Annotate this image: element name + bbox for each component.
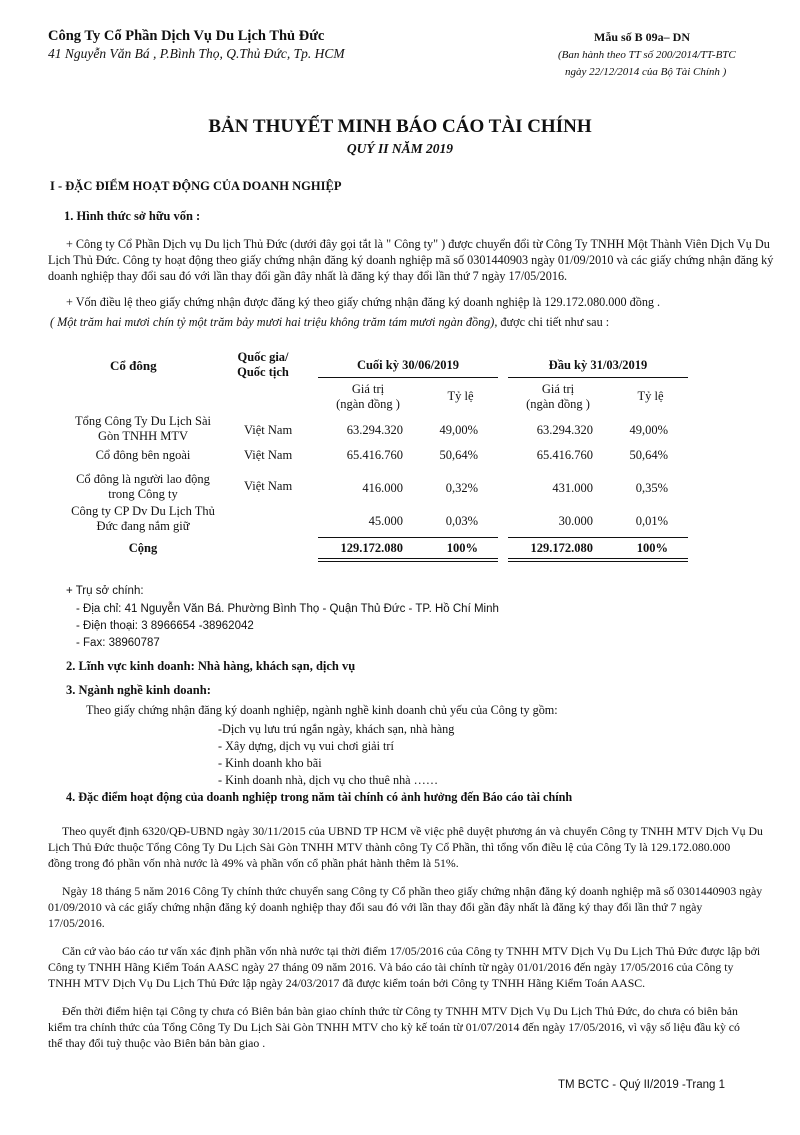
item-4-para-3-line-3: TNHH MTV Dịch Vụ Du Lịch Thủ Đức lập ngày 24/03/2017 đã được kiểm toán bởi Công ty TNHH Hãng Kiểm Toán AASC. [48,976,646,990]
item-4-para-1-line-3: đồng trong đó phần vốn nhà nước là 49% và phần vốn cổ phần phát hành thêm là 51%. [48,856,459,870]
row-1-end-ratio: 49,00% [439,423,478,437]
row-2-start-ratio: 50,64% [629,448,668,462]
total-start-ratio: 100% [636,541,668,555]
item-4-para-4-line-3: thể thay đổi tuỳ thuộc vào Biên bản bàn giao . [48,1036,266,1050]
end-total-rule [318,537,498,538]
period-start-rule [508,377,688,378]
row-1-start-ratio: 49,00% [629,423,668,437]
end-value-label-2: (ngàn đồng ) [336,397,400,411]
item-2-business-field: 2. Lĩnh vực kinh doanh: Nhà hàng, khách sạn, dịch vụ [66,659,356,673]
header-country-1: Quốc gia/ [237,350,289,364]
row-3-end-value: 416.000 [362,481,403,495]
office-phone: - Điện thoại: 3 8966654 -38962042 [76,620,254,632]
start-total-double-rule-1 [508,558,688,559]
row-4-name-1: Công ty CP Dv Du Lịch Thủ [71,504,215,518]
office-heading: + Trụ sở chính: [66,585,144,597]
row-3-country: Việt Nam [244,479,293,493]
header-period-start: Đầu kỳ 31/03/2019 [548,358,648,372]
row-3-name-2: trong Công ty [108,487,178,501]
shareholder-table [68,344,708,564]
business-line-item: - Kinh doanh nhà, dịch vụ cho thuê nhà …… [218,773,439,787]
item-4-para-2-line-2: 01/09/2010 và các giấy chứng nhận đăng ký doanh nghiệp thay đổi sau đó với lần thay đổi gần đây nhất là đăng ký thay đổi lần thứ 7 ngày [48,900,703,914]
business-line-item: -Dịch vụ lưu trú ngắn ngày, khách sạn, nhà hàng [218,722,455,736]
row-1-start-value: 63.294.320 [536,423,593,437]
header-shareholder: Cổ đông [110,358,157,373]
capital-in-words: ( Một trăm hai mươi chín tỷ một trăm bảy mươi hai triệu không trăm tám mươi ngàn đồng), [50,315,498,329]
office-fax: - Fax: 38960787 [76,637,160,649]
total-end-ratio: 100% [446,541,478,555]
item-4-para-2-line-1: Ngày 18 tháng 5 năm 2016 Công Ty chính thức chuyển sang Công ty Cổ phần theo giấy chứng nhận đăng ký doanh nghiệp mã số 0301440903 ngày [62,884,763,898]
item-1-title: 1. Hình thức sở hữu vốn : [64,209,201,223]
end-value-label-1: Giá trị [351,382,385,396]
ownership-paragraph-line-1: + Công ty Cổ Phần Dịch vụ Du lịch Thủ Đức (dưới đây gọi tắt là " Công ty" ) được chuyển đổi từ Công Ty TNHH Một Thành Viên Dịch Vụ Du [66,237,770,251]
row-1-country: Việt Nam [244,423,293,437]
item-4-title: 4. Đặc điểm hoạt động của doanh nghiệp trong năm tài chính có ảnh hưởng đến Báo cáo tài chính [66,790,573,804]
start-value-label-1: Giá trị [541,382,575,396]
item-4-para-2-line-3: 17/05/2016. [48,916,105,930]
row-3-end-ratio: 0,32% [445,481,478,495]
office-address: - Địa chỉ: 41 Nguyễn Văn Bá. Phường Bình Thọ - Quận Thủ Đức - TP. Hồ Chí Minh [76,603,499,615]
company-address: 41 Nguyễn Văn Bá , P.Bình Thọ, Q.Thủ Đức, Tp. HCM [48,46,345,61]
charter-capital-text: + Vốn điều lệ theo giấy chứng nhận được đăng ký theo giấy chứng nhận đăng ký doanh nghiệp là 129.172.080.000 đồng . [66,295,661,309]
capital-detail-note: được chi tiết như sau : [497,315,610,329]
item-4-para-3-line-2: Công ty TNHH Hãng Kiểm Toán AASC ngày 27 tháng 09 năm 2016. Và báo cáo tài chính từ ngày 01/01/2016 đến ngày 17/05/2016 của Công ty [48,960,734,974]
form-number: Mẫu số B 09a– DN [594,30,691,44]
decree-line-1: (Ban hành theo TT số 200/2014/TT-BTC [558,49,736,61]
item-4-para-4-line-2: kiểm tra chính thức của Tổng Công Ty Du Lịch Sài Gòn TNHH MTV cho kỳ kế toán từ 01/07/2014 đến ngày 17/05/2016, vì vậy số liệu đầu kỳ có [48,1020,740,1034]
end-ratio-label: Tỷ lệ [447,389,474,403]
end-total-double-rule-1 [318,558,498,559]
item-4-para-3-line-1: Căn cứ vào báo cáo tư vấn xác định phần vốn nhà nước tại thời điểm 17/05/2016 của Công ty TNHH MTV Dịch Vụ Du Lịch Thủ Đức được lập bởi [62,944,761,958]
header-country-2: Quốc tịch [237,365,289,379]
row-1-name-1: Tổng Công Ty Du Lịch Sài [74,414,212,428]
section-heading: I - ĐẶC ĐIỂM HOẠT ĐỘNG CỦA DOANH NGHIỆP [50,179,342,193]
row-1-name-2: Gòn TNHH MTV [97,429,189,443]
start-value-label-2: (ngàn đồng ) [526,397,590,411]
document-title: BẢN THUYẾT MINH BÁO CÁO TÀI CHÍNH [208,116,592,137]
start-total-double-rule-2 [508,561,688,562]
item-3-intro: Theo giấy chứng nhận đăng ký doanh nghiệp, ngành nghề kinh doanh chủ yếu của Công ty gồm: [86,703,558,717]
business-line-item: - Kinh doanh kho bãi [218,756,322,770]
row-2-country: Việt Nam [244,448,293,462]
charter-capital-words [50,315,609,330]
business-line-item: - Xây dựng, dịch vụ vui chơi giải trí [218,739,394,753]
item-3-title: 3. Ngành nghề kinh doanh: [66,683,211,697]
company-name: Công Ty Cổ Phần Dịch Vụ Du Lịch Thủ Đức [48,28,325,44]
decree-line-2: ngày 22/12/2014 của Bộ Tài Chính ) [565,66,727,78]
ownership-paragraph-line-2: Lịch Thủ Đức. Công ty hoạt động theo giấy chứng nhận đăng ký doanh nghiệp mã số 0301440903 ngày 01/09/2010 và các giấy chứng nhận đăng ký [48,253,774,267]
total-label: Cộng [128,541,158,555]
row-3-start-ratio: 0,35% [635,481,668,495]
row-4-end-ratio: 0,03% [445,514,478,528]
total-end-value: 129.172.080 [340,541,403,555]
row-4-name-2: Đức đang nắm giữ [96,519,190,533]
row-3-name-1: Cổ đông là người lao động [76,472,210,486]
page-footer: TM BCTC - Quý II/2019 -Trang 1 [558,1079,726,1091]
item-4-para-1-line-1: Theo quyết định 6320/QĐ-UBND ngày 30/11/2015 của UBND TP HCM về việc phê duyệt phương án và chuyển Công ty TNHH MTV Dịch Vụ Du [62,824,763,838]
row-2-start-value: 65.416.760 [536,448,593,462]
row-2-end-value: 65.416.760 [346,448,403,462]
total-start-value: 129.172.080 [530,541,593,555]
ownership-paragraph-line-3: doanh nghiệp thay đổi sau đó với lần thay đổi gần đây nhất là đăng ký thay đổi lần thứ 7 ngày 17/05/2016. [48,269,568,283]
row-3-start-value: 431.000 [552,481,593,495]
row-1-end-value: 63.294.320 [346,423,403,437]
end-total-double-rule-2 [318,561,498,562]
period-end-rule [318,377,498,378]
header-period-end: Cuối kỳ 30/06/2019 [356,358,460,372]
row-2-name-1: Cổ đông bên ngoài [95,448,191,462]
row-2-end-ratio: 50,64% [439,448,478,462]
start-total-rule [508,537,688,538]
document-subtitle: QUÝ II NĂM 2019 [346,141,454,156]
row-4-end-value: 45.000 [368,514,403,528]
start-ratio-label: Tỷ lệ [637,389,664,403]
row-4-start-ratio: 0,01% [635,514,668,528]
row-4-start-value: 30.000 [558,514,593,528]
item-4-para-4-line-1: Đến thời điểm hiện tại Công ty chưa có Biên bản bàn giao chính thức từ Công ty TNHH MTV Dịch Vụ Du Lịch Thủ Đức, do chưa có biên bản [62,1004,738,1018]
item-4-para-1-line-2: Lịch Thủ Đức thuộc Tổng Công Ty Du Lịch Sài Gòn TNHH MTV thành công Ty Cổ Phần, thì tổng vốn điều lệ của Công Ty là 129.172.080.000 [48,840,731,854]
